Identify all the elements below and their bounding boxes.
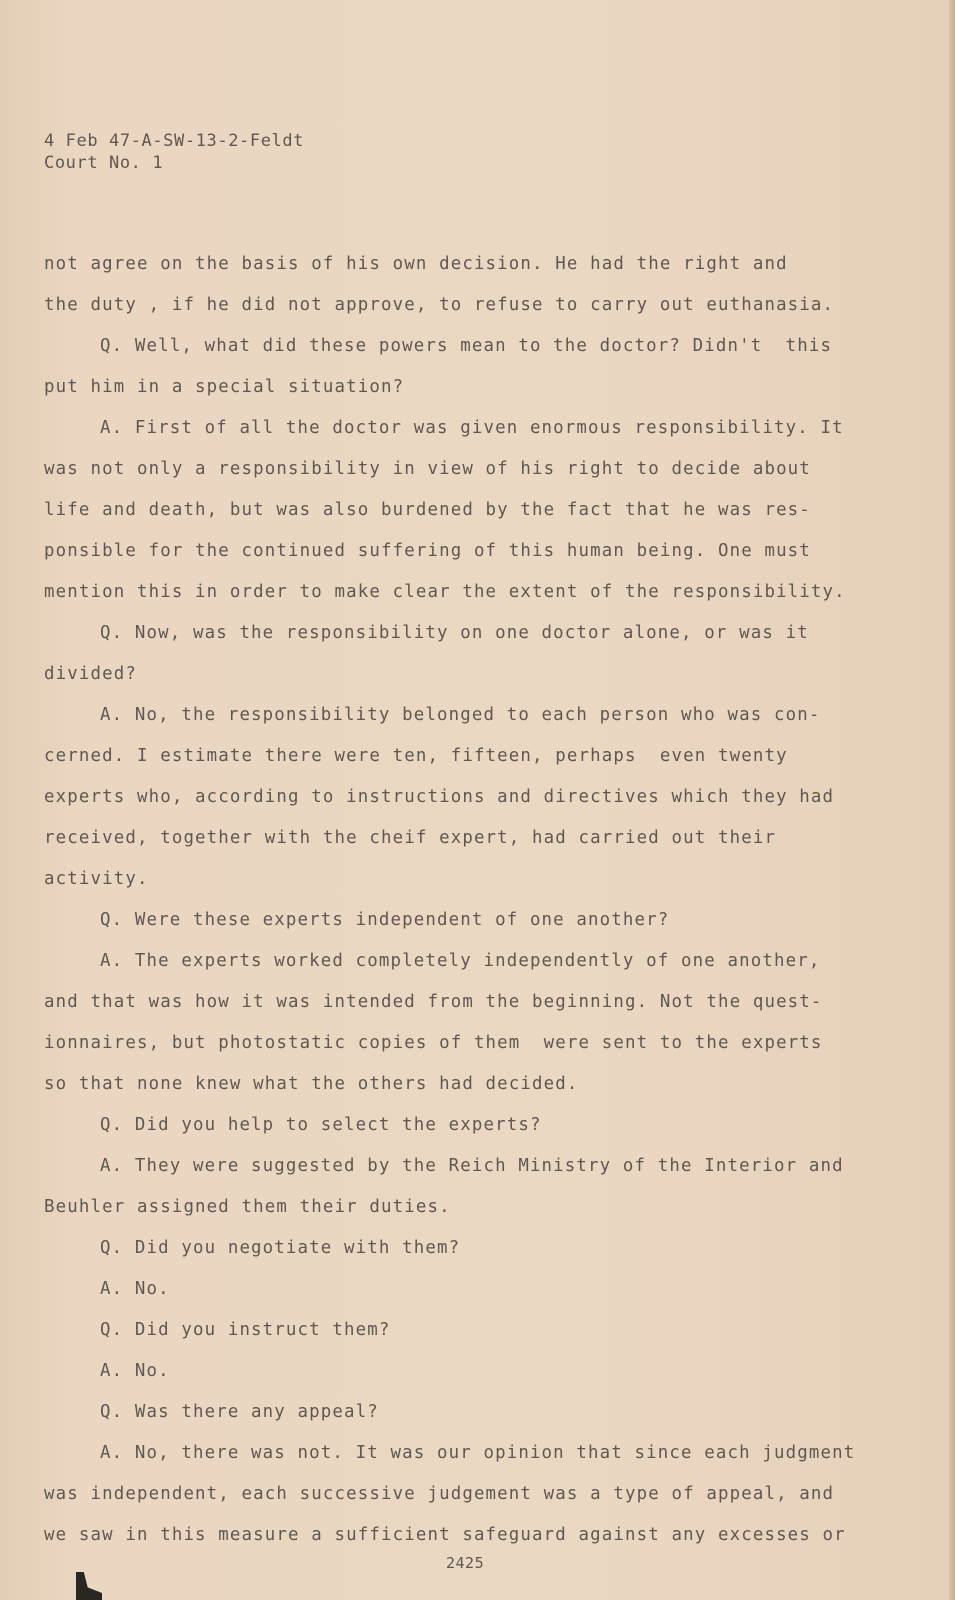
page-number: 2425 [446, 1554, 485, 1572]
transcript-line: A. They were suggested by the Reich Ministry of the Interior and [100, 1156, 844, 1176]
transcript-line: the duty , if he did not approve, to refuse to carry out euthanasia. [44, 295, 835, 315]
transcript-body [44, 244, 894, 1556]
transcript-line: A. No, there was not. It was our opinion that since each judgment [100, 1443, 856, 1463]
transcript-line: so that none knew what the others had decided. [44, 1074, 579, 1094]
binding-mark [76, 1572, 102, 1600]
transcript-line: A. No, the responsibility belonged to each person who was con- [100, 705, 821, 725]
transcript-line: Q. Well, what did these powers mean to the doctor? Didn't this [100, 336, 833, 356]
transcript-line: ponsible for the continued suffering of this human being. One must [44, 541, 811, 561]
transcript-line: A. No. [100, 1279, 170, 1299]
transcript-line: put him in a special situation? [44, 377, 405, 397]
transcript-line: was not only a responsibility in view of his right to decide about [44, 459, 811, 479]
transcript-line: and that was how it was intended from the beginning. Not the quest- [44, 992, 823, 1012]
transcript-line: Q. Did you help to select the experts? [100, 1115, 542, 1135]
transcript-line: mention this in order to make clear the extent of the responsibility. [44, 582, 846, 602]
transcript-line: we saw in this measure a sufficient safeguard against any excesses or [44, 1525, 846, 1545]
transcript-line: ionnaires, but photostatic copies of them were sent to the experts [44, 1033, 823, 1053]
transcript-line: Q. Was there any appeal? [100, 1402, 379, 1422]
transcript-line: Q. Now, was the responsibility on one doctor alone, or was it [100, 623, 809, 643]
transcript-line: received, together with the cheif expert, had carried out their [44, 828, 777, 848]
transcript-line: A. The experts worked completely independently of one another, [100, 951, 821, 971]
transcript-line: not agree on the basis of his own decision. He had the right and [44, 254, 788, 274]
transcript-line: Q. Did you instruct them? [100, 1320, 391, 1340]
page-edge [949, 0, 955, 1600]
transcript-line: Q. Did you negotiate with them? [100, 1238, 461, 1258]
transcript-line: A. No. [100, 1361, 170, 1381]
transcript-line: divided? [44, 664, 137, 684]
transcript-line: life and death, but was also burdened by the fact that he was res- [44, 500, 811, 520]
transcript-line: cerned. I estimate there were ten, fifteen, perhaps even twenty [44, 746, 788, 766]
transcript-line: was independent, each successive judgement was a type of appeal, and [44, 1484, 835, 1504]
transcript-line: Q. Were these experts independent of one another? [100, 910, 670, 930]
transcript-line: A. First of all the doctor was given enormous responsibility. It [100, 418, 844, 438]
transcript-line: Beuhler assigned them their duties. [44, 1197, 451, 1217]
transcript-line: experts who, according to instructions and directives which they had [44, 787, 835, 807]
header-court: Court No. 1 [44, 153, 164, 173]
header-reference: 4 Feb 47-A-SW-13-2-Feldt [44, 131, 305, 151]
document-header [44, 130, 304, 174]
transcript-line: activity. [44, 869, 149, 889]
